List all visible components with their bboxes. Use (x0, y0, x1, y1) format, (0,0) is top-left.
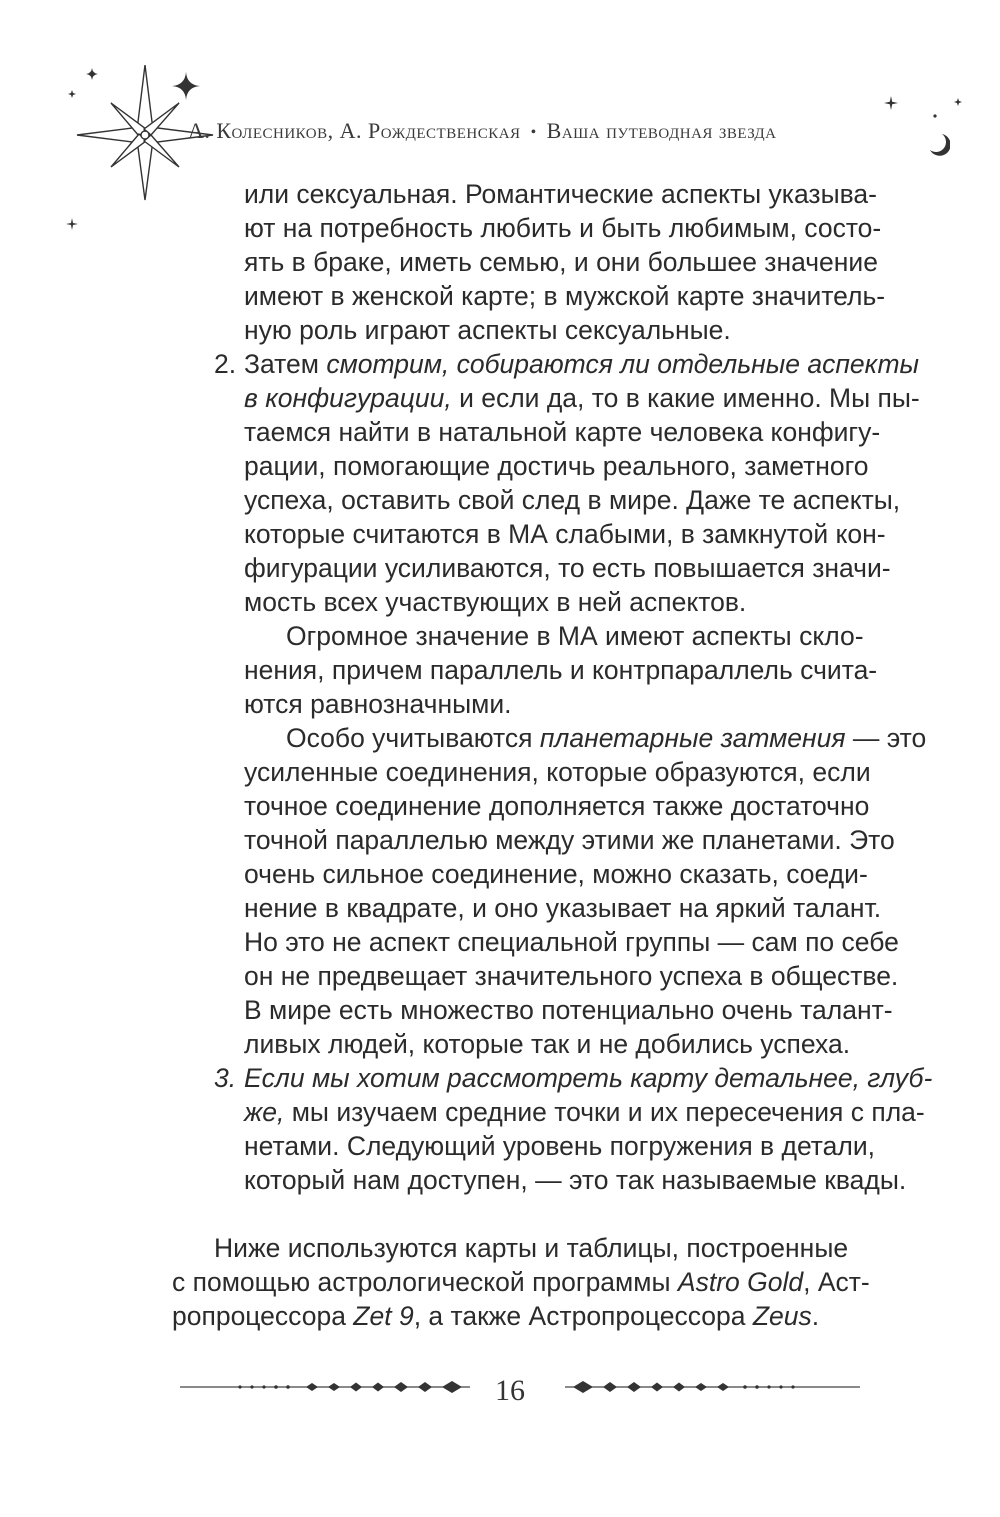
text-line: Но это не аспект специальной группы — сам по себе (244, 927, 899, 957)
text-line: которые считаются в МА слабыми, в замкнутой кон- (244, 519, 886, 549)
header-authors: А. Колесников, А. Рождественская (188, 118, 521, 143)
text-line: ять в браке, иметь семью, и они большее значение (244, 247, 878, 277)
header-book-title: Ваша путеводная звезда (546, 118, 777, 143)
text-line: Огромное значение в МА имеют аспекты скло- (286, 621, 864, 651)
text-line: ную роль играют аспекты сексуальные. (244, 315, 731, 345)
text-line: ют на потребность любить и быть любимым, состо- (244, 213, 882, 243)
text-line: ливых людей, которые так и не добились успеха. (244, 1029, 851, 1059)
page-number: 16 (495, 1374, 525, 1407)
text-line: усиленные соединения, которые образуются, если (244, 757, 871, 787)
text-line: нение в квадрате, и оно указывает на яркий талант. (244, 893, 882, 923)
text-line: нетами. Следующий уровень погружения в детали, (244, 1131, 876, 1161)
text-line: с помощью астрологической программы Astro Gold, Аст- (172, 1267, 870, 1297)
sparkle-icon (932, 113, 938, 119)
crescent-moon-icon (928, 133, 950, 157)
sparkle-icon (66, 218, 78, 230)
text-line: фигурации усиливаются, то есть повышается значи- (244, 553, 891, 583)
text-line: нения, причем параллель и контрпараллель счита- (244, 655, 878, 685)
text-line: рации, помогающие достичь реального, заметного (244, 451, 869, 481)
text-line: очень сильное соединение, можно сказать, соеди- (244, 859, 868, 889)
sparkle-icon (68, 90, 76, 98)
text-line: В мире есть множество потенциально очень талант- (244, 995, 893, 1025)
text-line: Если мы хотим рассмотреть карту детальнее, глуб- (244, 1063, 933, 1093)
running-header (188, 118, 868, 144)
text-line: мость всех участвующих в ней аспектов. (244, 587, 747, 617)
list-number: 2. (214, 349, 237, 379)
text-line: он не предвещает значительного успеха в обществе. (244, 961, 899, 991)
text-line: имеют в женской карте; в мужской карте значитель- (244, 281, 886, 311)
text-line: успеха, оставить свой след в мире. Даже те аспекты, (244, 485, 901, 515)
text-line: же, мы изучаем средние точки и их пересечения с пла- (244, 1097, 925, 1127)
text-line: Ниже используются карты и таблицы, построенные (214, 1233, 849, 1263)
text-line: Затем смотрим, собираются ли отдельные аспекты (244, 349, 920, 379)
footer-ornament-left (180, 1380, 470, 1394)
text-line: таемся найти в натальной карте человека конфигу- (244, 417, 881, 447)
text-line: или сексуальная. Романтические аспекты указыва- (244, 179, 877, 209)
text-line: Особо учитываются планетарные затмения — это (286, 723, 927, 753)
sparkle-icon (172, 72, 200, 100)
text-line: точной параллелью между этими же планетами. Это (244, 825, 895, 855)
text-line: который нам доступен, — это так называемые квады. (244, 1165, 907, 1195)
sparkle-icon (86, 68, 98, 80)
text-line: ются равнозначными. (244, 689, 512, 719)
list-number: 3. (214, 1063, 237, 1093)
footer-ornament-right (565, 1380, 860, 1394)
text-line: точное соединение дополняется также достаточно (244, 791, 870, 821)
sparkle-icon (954, 98, 962, 106)
text-line: ропроцессора Zet 9, а также Астропроцессора Zeus. (172, 1301, 820, 1331)
header-separator: • (530, 123, 537, 141)
sparkle-icon (884, 96, 898, 110)
text-line: в конфигурации, и если да, то в какие именно. Мы пы- (244, 383, 920, 413)
